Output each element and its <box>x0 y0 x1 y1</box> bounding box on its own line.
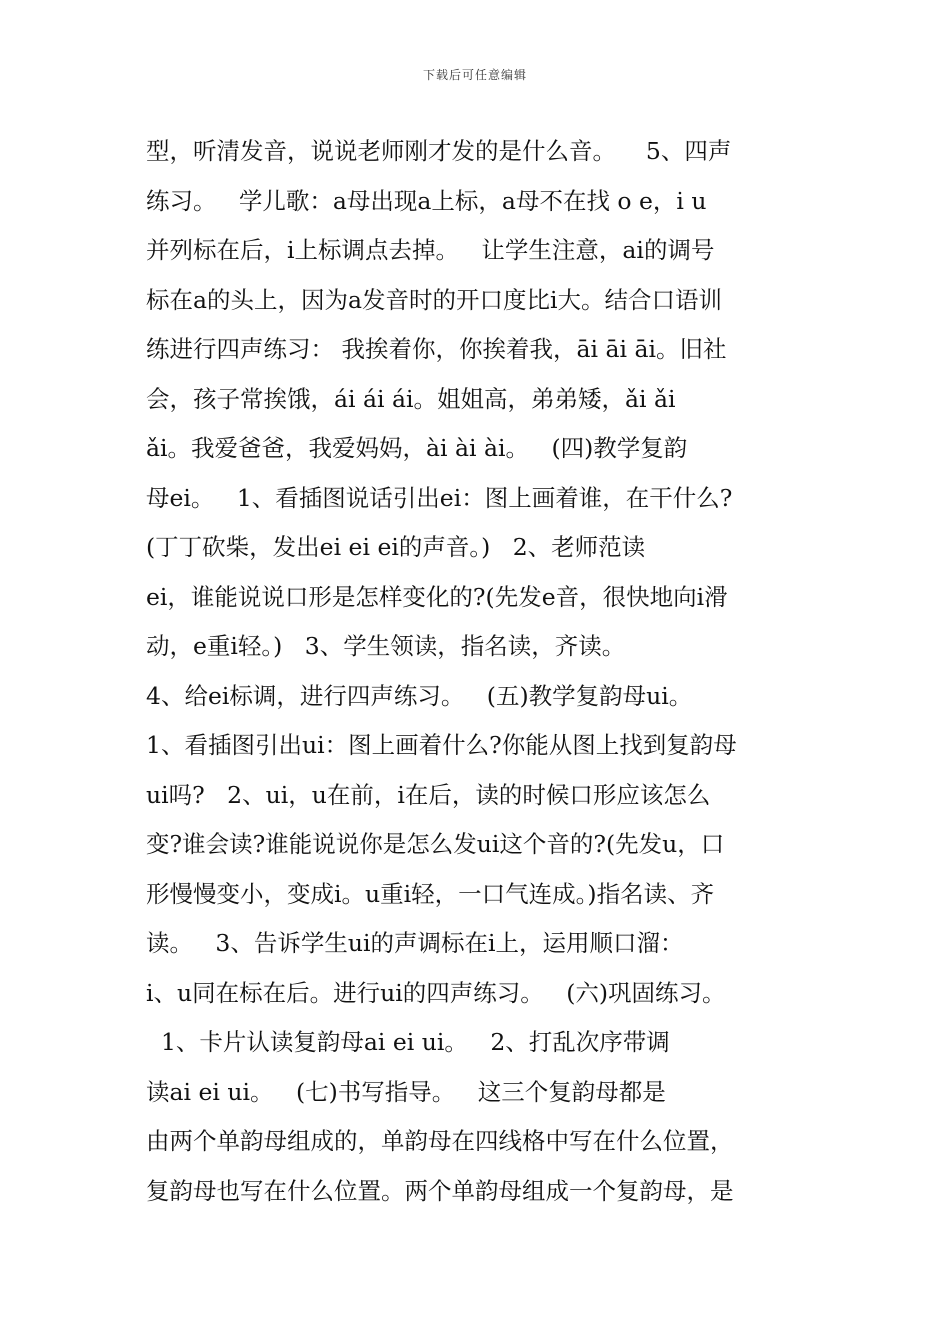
page-header: 下载后可任意编辑 <box>422 68 527 82</box>
text-line: ei，谁能说说口形是怎样变化的?(先发e音，很快地向i滑 <box>146 582 728 611</box>
text-line: 型，听清发音，说说老师刚才发的是什么音。 5、四声 <box>146 137 732 165</box>
text-line: 练习。 学儿歌：a母出现a上标，a母不在找 o e，i u <box>146 186 707 215</box>
text-line: 会，孩子常挨饿，ái ái ái。姐姐高，弟弟矮，ǎi ǎi <box>146 384 676 413</box>
text-line: 并列标在后，i上标调点去掉。 让学生注意，ai的调号 <box>146 236 715 264</box>
text-line: 由两个单韵母组成的，单韵母在四线格中写在什么位置， <box>146 1127 734 1155</box>
text-line: 练进行四声练习： 我挨着你，你挨着我，āi āi āi。旧社 <box>146 335 727 363</box>
text-line: 母ei。 1、看插图说话引出ei：图上画着谁，在干什么? <box>146 483 733 512</box>
text-line: 标在a的头上，因为a发音时的开口度比i大。结合口语训 <box>146 285 723 314</box>
text-line: 复韵母也写在什么位置。两个单韵母组成一个复韵母，是 <box>146 1176 734 1205</box>
text-line: ǎi。我爱爸爸，我爱妈妈，ài ài ài。 (四)教学复韵 <box>146 434 688 462</box>
text-line: 读。 3、告诉学生ui的声调标在i上，运用顺口溜： <box>146 929 684 957</box>
text-line: i、u同在标在后。进行ui的四声练习。 (六)巩固练习。 <box>146 978 726 1007</box>
text-line: 变?谁会读?谁能说说你是怎么发ui这个音的?(先发u，口 <box>146 830 725 858</box>
text-line: 4、给ei标调，进行四声练习。 (五)教学复韵母ui。 <box>146 681 693 710</box>
text-line: 读ai ei ui。 (七)书写指导。 这三个复韵母都是 <box>146 1077 666 1106</box>
text-line: 1、卡片认读复韵母ai ei ui。 2、打乱次序带调 <box>146 1028 670 1056</box>
document-body <box>146 127 826 1216</box>
text-line: (丁丁砍柴，发出ei ei ei的声音。) 2、老师范读 <box>146 533 646 561</box>
text-line: 动，e重i轻。) 3、学生领读，指名读，齐读。 <box>146 632 626 660</box>
text-line: ui吗? 2、ui，u在前，i在后，读的时候口形应该怎么 <box>146 780 711 809</box>
text-line: 形慢慢变小，变成i。u重i轻，一口气连成。)指名读、齐 <box>146 879 715 908</box>
text-line: 1、看插图引出ui：图上画着什么?你能从图上找到复韵母 <box>146 731 737 759</box>
